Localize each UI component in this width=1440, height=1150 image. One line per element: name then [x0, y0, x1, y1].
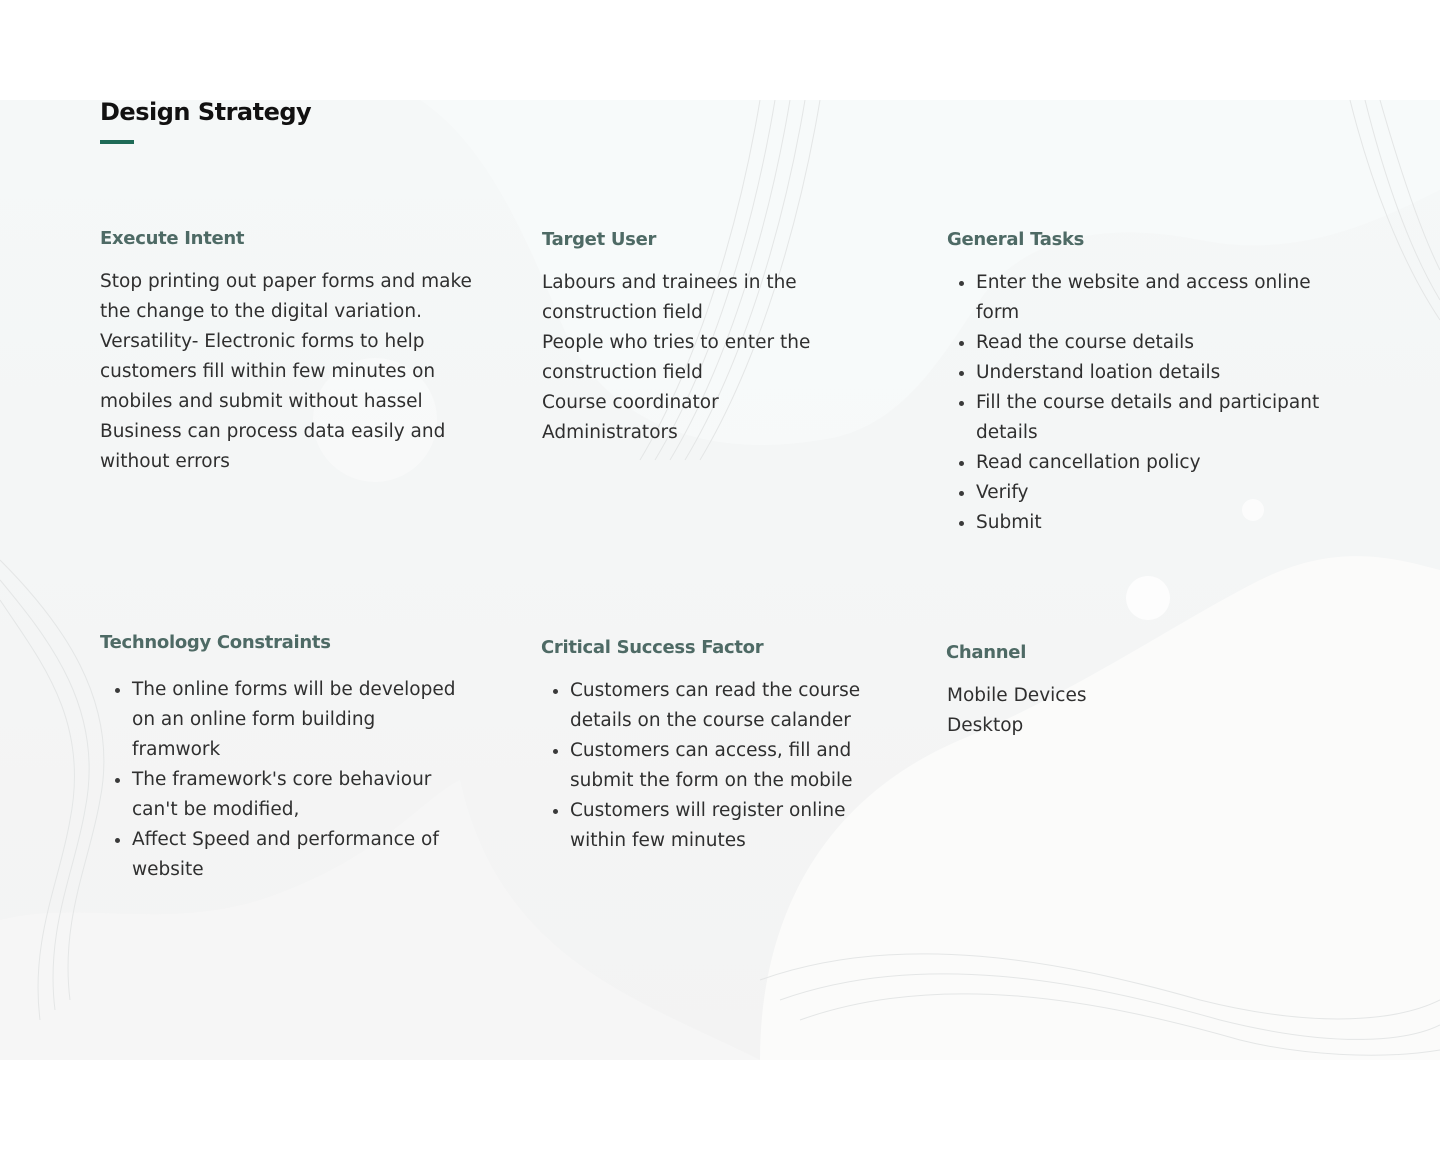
list-item: Customers will register online within few minutes	[570, 796, 890, 856]
list-item: The framework's core behaviour can't be modified,	[132, 765, 467, 825]
channel-section	[946, 642, 1246, 741]
list-item: Verify	[976, 478, 1346, 508]
general-tasks-section	[947, 229, 1347, 538]
critical-success-factor-section	[541, 637, 921, 856]
list-item: Affect Speed and performance of website	[132, 825, 467, 885]
channel-line: Mobile Devices	[947, 685, 1087, 706]
list-item: Understand loation details	[976, 358, 1346, 388]
target-user-line: Labours and trainees in the construction field	[542, 272, 797, 323]
execute-intent-heading: Execute Intent	[100, 228, 245, 249]
target-user-line: Administrators	[542, 422, 678, 443]
execute-intent-section	[100, 228, 500, 477]
target-user-heading: Target User	[542, 229, 657, 250]
technology-constraints-heading: Technology Constraints	[100, 632, 331, 653]
critical-success-factor-heading: Critical Success Factor	[541, 637, 764, 658]
target-user-line: Course coordinator	[542, 392, 719, 413]
list-item: Fill the course details and participant details	[976, 388, 1346, 448]
channel-line: Desktop	[947, 715, 1024, 736]
title-underline	[100, 140, 134, 144]
general-tasks-list	[947, 268, 1346, 538]
list-item: Submit	[976, 508, 1346, 538]
general-tasks-heading: General Tasks	[947, 229, 1085, 250]
technology-constraints-list	[100, 675, 467, 885]
channel-heading: Channel	[946, 642, 1027, 663]
list-item: The online forms will be developed on an online form building framwork	[132, 675, 467, 765]
list-item: Customers can read the course details on the course calander	[570, 676, 890, 736]
target-user-line: People who tries to enter the construction field	[542, 332, 811, 383]
critical-success-factor-list	[541, 676, 890, 856]
list-item: Read cancellation policy	[976, 448, 1346, 478]
list-item: Read the course details	[976, 328, 1346, 358]
execute-intent-paragraph: Business can process data easily and without errors	[100, 421, 446, 472]
execute-intent-paragraph: Stop printing out paper forms and make the change to the digital variation. Versatility- Electronic forms to help customers fill within few minutes on mobiles and submit without hassel	[100, 271, 472, 412]
technology-constraints-section	[100, 632, 500, 885]
list-item: Customers can access, fill and submit the form on the mobile	[570, 736, 890, 796]
page-title: Design Strategy	[100, 98, 312, 126]
target-user-section	[542, 229, 862, 448]
list-item: Enter the website and access online form	[976, 268, 1346, 328]
